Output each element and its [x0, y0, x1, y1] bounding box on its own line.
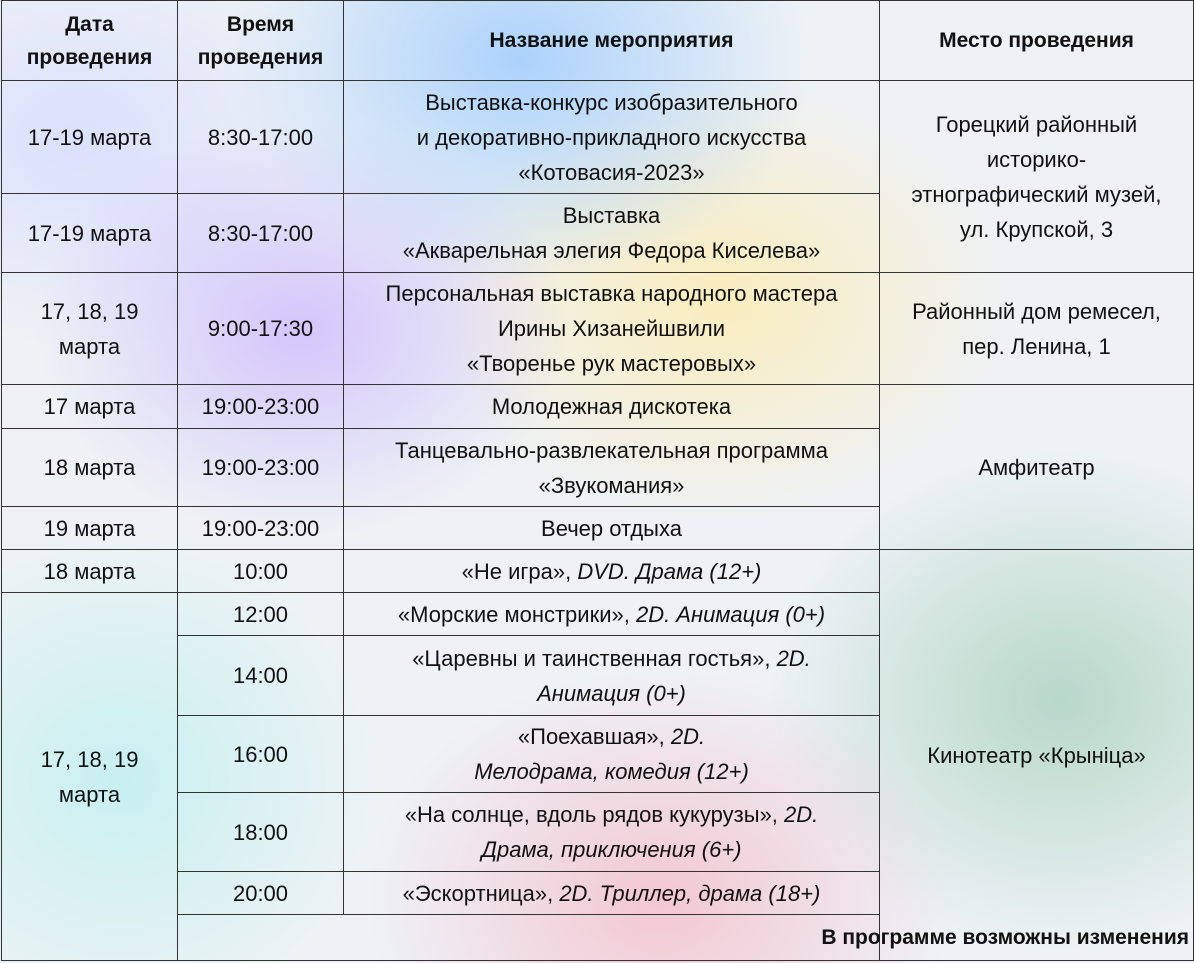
cell-date: 17 марта: [2, 385, 178, 429]
cell-time: 14:00: [178, 636, 344, 716]
table-row: [2, 81, 1194, 194]
header-date: Дата проведения: [2, 1, 178, 81]
cell-event: «Царевны и таинственная гостья», 2D. Анимация (0+): [344, 636, 880, 716]
cell-date: 18 марта: [2, 550, 178, 593]
cell-date: 19 марта: [2, 507, 178, 550]
table-row: [2, 273, 1194, 385]
cell-event: Вечер отдыха: [344, 507, 880, 550]
cell-event: Танцевально-развлекательная программа «Звукомания»: [344, 429, 880, 507]
cell-time: 20:00: [178, 872, 344, 915]
events-table: [1, 0, 1194, 961]
cell-event: «Морские монстрики», 2D. Анимация (0+): [344, 593, 880, 636]
cell-time: 9:00-17:30: [178, 273, 344, 385]
cell-event: Молодежная дискотека: [344, 385, 880, 429]
table-row: [2, 385, 1194, 429]
footer-note: В программе возможны изменения: [178, 915, 1194, 961]
footer-row: [2, 915, 1194, 961]
cell-place-cinema: Кинотеатр «Крыніца»: [880, 550, 1194, 961]
header-time: Время проведения: [178, 1, 344, 81]
table-row: [2, 550, 1194, 593]
cell-event: «Поехавшая», 2D. Мелодрама, комедия (12+): [344, 716, 880, 793]
cell-time: 19:00-23:00: [178, 385, 344, 429]
cell-event: Выставка «Акварельная элегия Федора Киселева»: [344, 194, 880, 273]
cell-time: 16:00: [178, 716, 344, 793]
cell-date: 18 марта: [2, 429, 178, 507]
cell-date: 17-19 марта: [2, 194, 178, 273]
cell-time: 12:00: [178, 593, 344, 636]
cell-event: Выставка-конкурс изобразительного и декоративно-прикладного искусства «Котовасия-2023»: [344, 81, 880, 194]
cell-place-museum: Горецкий районный историко- этнографический музей, ул. Крупской, 3: [880, 81, 1194, 273]
cell-event: Персональная выставка народного мастера Ирины Хизанейшвили «Творенье рук мастеровых»: [344, 273, 880, 385]
cell-date-cinema: 17, 18, 19 марта: [2, 593, 178, 961]
cell-event: «Не игра», DVD. Драма (12+): [344, 550, 880, 593]
cell-time: 19:00-23:00: [178, 429, 344, 507]
header-event: Название мероприятия: [344, 1, 880, 81]
header-row: [2, 1, 1194, 81]
cell-date: 17-19 марта: [2, 81, 178, 194]
cell-time: 8:30-17:00: [178, 194, 344, 273]
cell-date: 17, 18, 19 марта: [2, 273, 178, 385]
cell-event: «На солнце, вдоль рядов кукурузы», 2D. Драма, приключения (6+): [344, 793, 880, 872]
cell-place-amphitheatre: Амфитеатр: [880, 385, 1194, 550]
cell-event: «Эскортница», 2D. Триллер, драма (18+): [344, 872, 880, 915]
cell-time: 8:30-17:00: [178, 81, 344, 194]
cell-time: 18:00: [178, 793, 344, 872]
cell-time: 19:00-23:00: [178, 507, 344, 550]
header-place: Место проведения: [880, 1, 1194, 81]
cell-time: 10:00: [178, 550, 344, 593]
cell-place-crafts: Районный дом ремесел, пер. Ленина, 1: [880, 273, 1194, 385]
